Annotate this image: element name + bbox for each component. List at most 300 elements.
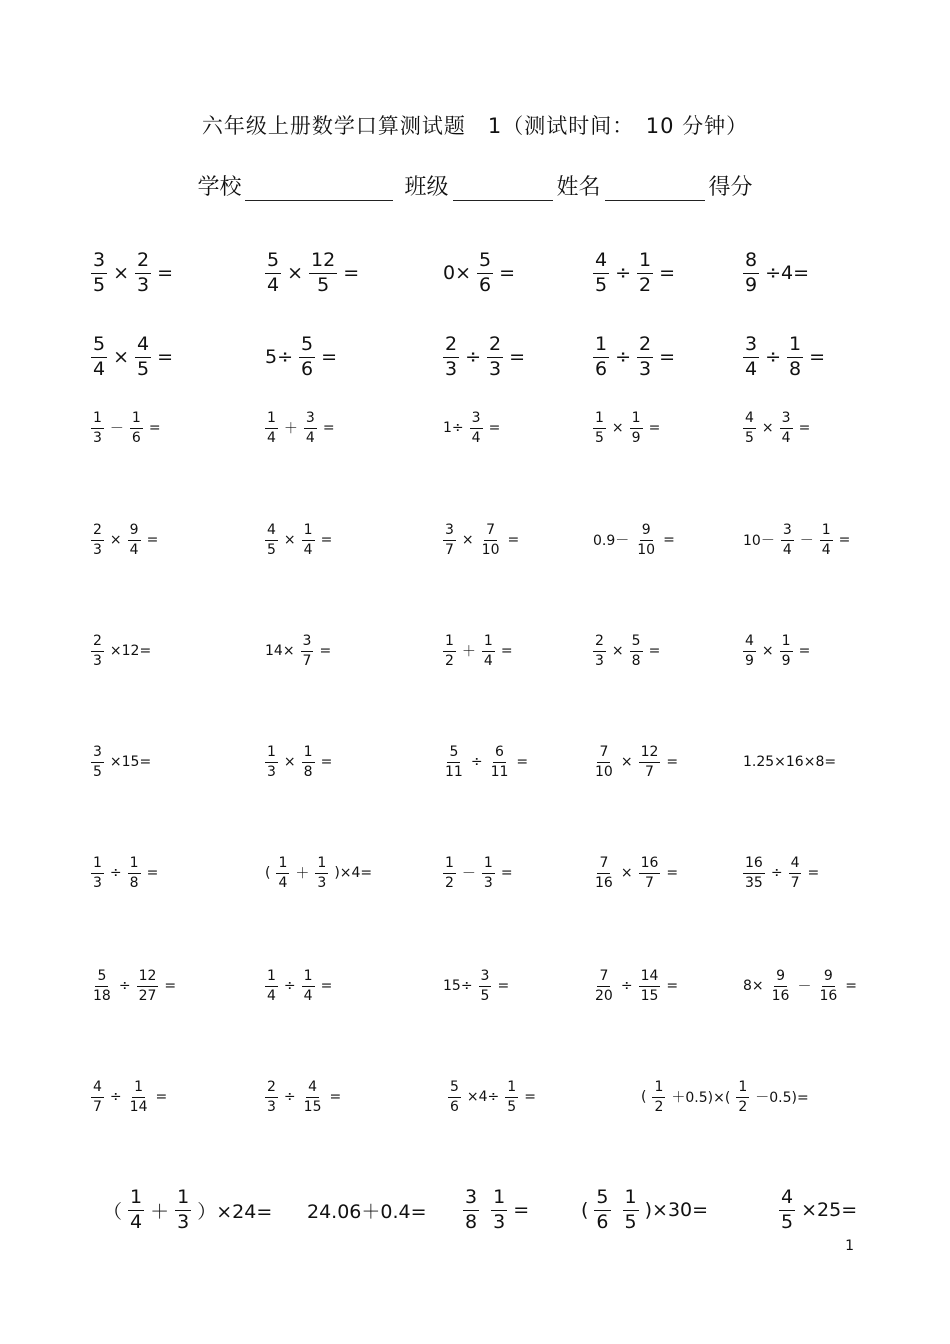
- numerator: 9: [128, 522, 141, 540]
- denominator: 7: [445, 541, 454, 558]
- denominator: 8: [465, 1210, 478, 1233]
- numerator: 5: [477, 250, 493, 274]
- problem-row: [0, 1067, 950, 1127]
- school-blank[interactable]: [245, 178, 393, 201]
- denominator: 15: [303, 1098, 322, 1115]
- operator-text: =: [500, 643, 513, 659]
- problem-item: [262, 956, 335, 1016]
- operator-text: ÷: [118, 978, 131, 994]
- operator-text: ×25=: [801, 1199, 858, 1221]
- fraction: [630, 410, 643, 445]
- operator-text: =: [666, 754, 679, 770]
- fraction: [593, 250, 609, 297]
- numerator: 1: [302, 744, 315, 762]
- operator-text: =: [666, 865, 679, 881]
- operator-text: =: [666, 978, 679, 994]
- operator-text: =: [329, 1089, 342, 1105]
- numerator: 4: [789, 855, 802, 873]
- problem-row: [0, 732, 950, 792]
- operator-text: ÷: [620, 978, 633, 994]
- fraction: [128, 855, 141, 890]
- numerator: 3: [781, 522, 794, 540]
- operator-text: ÷: [615, 346, 632, 368]
- problem-item: [88, 956, 179, 1016]
- numerator: 4: [306, 1079, 319, 1097]
- fraction: [623, 1187, 639, 1234]
- problem-item: [460, 1180, 532, 1240]
- problem-item: [262, 732, 335, 792]
- fraction: [487, 334, 503, 381]
- fraction: [91, 855, 104, 890]
- name-blank[interactable]: [605, 178, 705, 201]
- operator-text: ×: [287, 262, 304, 284]
- operator-text: ×: [620, 754, 633, 770]
- student-info-line: [0, 170, 950, 201]
- denominator: 4: [471, 429, 481, 446]
- numerator: 4: [743, 633, 756, 651]
- denominator: 9: [745, 273, 758, 296]
- operator-text: ÷: [470, 754, 483, 770]
- problem-item: [440, 243, 518, 303]
- operator-text: =: [157, 262, 174, 284]
- operator-text: 1.25×16×8=: [743, 754, 837, 770]
- operator-text: =: [845, 978, 858, 994]
- numerator: 3: [743, 334, 759, 358]
- problem-item: [88, 621, 154, 681]
- fraction: [128, 522, 141, 557]
- problem-item: [638, 1067, 812, 1127]
- numerator: 1: [265, 968, 278, 986]
- fraction: [630, 633, 643, 668]
- fraction: [299, 334, 315, 381]
- operator-text: =: [320, 978, 333, 994]
- fraction: [91, 633, 104, 668]
- operator-text: =: [321, 346, 338, 368]
- operator-text: =: [148, 420, 161, 436]
- denominator: 4: [93, 357, 106, 380]
- operator-text: =: [320, 754, 333, 770]
- fraction: [743, 633, 756, 668]
- class-label: 班级: [404, 175, 449, 200]
- denominator: 14: [129, 1098, 148, 1115]
- numerator: 12: [137, 968, 159, 986]
- problem-item: [440, 732, 531, 792]
- operator-text: =: [500, 865, 513, 881]
- operator-text: =: [807, 865, 820, 881]
- fraction: [443, 633, 456, 668]
- operator-text: =: [507, 532, 520, 548]
- numerator: 12: [639, 744, 661, 762]
- numerator: 5: [265, 250, 281, 274]
- operator-text: （: [103, 1200, 123, 1223]
- fraction: [265, 410, 278, 445]
- numerator: 5: [448, 1079, 461, 1097]
- fraction: [443, 522, 456, 557]
- numerator: 4: [593, 250, 609, 274]
- operator-text: ÷: [765, 346, 782, 368]
- fraction: [820, 522, 833, 557]
- problem-row: [0, 327, 950, 387]
- fraction: [470, 410, 483, 445]
- denominator: 10: [481, 541, 500, 558]
- problem-item: [440, 621, 516, 681]
- problem-item: [262, 243, 362, 303]
- numerator: 14: [639, 968, 661, 986]
- operator-text: ×: [461, 532, 474, 548]
- operator-text: =: [497, 978, 510, 994]
- denominator: 2: [639, 273, 652, 296]
- denominator: 10: [637, 541, 656, 558]
- numerator: 1: [130, 410, 143, 428]
- denominator: 5: [317, 273, 330, 296]
- numerator: 3: [301, 633, 314, 651]
- operator-text: ＋0.5)×(: [671, 1090, 731, 1106]
- denominator: 5: [507, 1098, 517, 1115]
- problem-item: [88, 732, 154, 792]
- numerator: 4: [135, 334, 151, 358]
- denominator: 5: [624, 1210, 637, 1233]
- problem-item: [590, 398, 663, 458]
- denominator: 11: [445, 763, 463, 780]
- fraction: [443, 855, 456, 890]
- numerator: 1: [623, 1187, 639, 1211]
- denominator: 4: [130, 1210, 143, 1233]
- numerator: 1: [128, 855, 141, 873]
- fraction: [309, 250, 337, 297]
- page-title: 六年级上册数学口算测试题 1（测试时间： 10 分钟）: [201, 114, 749, 138]
- denominator: 2: [445, 874, 454, 891]
- fraction: [637, 334, 653, 381]
- fraction: [302, 968, 315, 1003]
- problem-item: [590, 621, 663, 681]
- numerator: 7: [597, 968, 610, 986]
- numerator: 1: [443, 633, 456, 651]
- denominator: 3: [489, 357, 502, 380]
- fraction: [443, 744, 465, 779]
- operator-text: ÷: [283, 1089, 296, 1105]
- numerator: 3: [91, 744, 104, 762]
- fraction: [480, 522, 502, 557]
- fraction: [91, 410, 104, 445]
- operator-text: 0.9－: [593, 533, 630, 549]
- numerator: 1: [132, 1079, 145, 1097]
- fraction: [91, 334, 107, 381]
- fraction: [743, 250, 759, 297]
- fraction: [91, 744, 104, 779]
- numerator: 1: [637, 250, 653, 274]
- operator-text: =: [320, 532, 333, 548]
- problem-item: [740, 843, 822, 903]
- operator-text: －0.5)=: [755, 1090, 809, 1106]
- fraction: [302, 744, 315, 779]
- problem-item: [88, 398, 164, 458]
- operator-text: ＋: [295, 866, 310, 882]
- denominator: 35: [745, 874, 763, 891]
- fraction: [130, 410, 143, 445]
- numerator: 1: [91, 855, 104, 873]
- fraction: [265, 744, 278, 779]
- numerator: 2: [593, 633, 606, 651]
- fraction: [505, 1079, 518, 1114]
- problem-row: [0, 956, 950, 1016]
- operator-text: =: [838, 532, 851, 548]
- denominator: 8: [129, 874, 139, 891]
- operator-text: )×4=: [334, 865, 373, 881]
- numerator: 1: [302, 522, 315, 540]
- fraction: [265, 968, 278, 1003]
- fraction: [276, 855, 289, 890]
- operator-text: =: [524, 1089, 536, 1105]
- numerator: 3: [443, 522, 456, 540]
- numerator: 9: [774, 968, 787, 986]
- denominator: 3: [137, 273, 150, 296]
- denominator: 6: [131, 429, 141, 446]
- numerator: 5: [630, 633, 643, 651]
- fraction: [128, 1187, 144, 1234]
- problem-item: [590, 956, 681, 1016]
- denominator: 4: [303, 541, 313, 558]
- problem-item: [740, 732, 839, 792]
- numerator: 4: [779, 1187, 795, 1211]
- denominator: 3: [445, 357, 458, 380]
- numerator: 1: [302, 968, 315, 986]
- problem-item: [740, 621, 813, 681]
- numerator: 1: [482, 855, 495, 873]
- operator-text: ×: [283, 754, 296, 770]
- fraction: [639, 968, 661, 1003]
- numerator: 9: [822, 968, 835, 986]
- denominator: 8: [789, 357, 802, 380]
- fraction: [265, 522, 278, 557]
- fraction: [780, 633, 793, 668]
- operator-text: (: [641, 1089, 647, 1105]
- fraction: [779, 1187, 795, 1234]
- denominator: 7: [645, 874, 654, 891]
- denominator: 4: [278, 874, 288, 891]
- numerator: 7: [597, 744, 610, 762]
- denominator: 4: [781, 429, 791, 446]
- operator-text: －: [799, 533, 814, 549]
- numerator: 1: [593, 334, 609, 358]
- operator-text: =: [809, 346, 826, 368]
- operator-text: ÷4=: [765, 262, 810, 284]
- denominator: 18: [93, 987, 111, 1004]
- numerator: 2: [91, 633, 104, 651]
- problem-item: [590, 732, 681, 792]
- fraction: [817, 968, 839, 1003]
- denominator: 5: [781, 1210, 794, 1233]
- problem-item: [88, 1067, 170, 1127]
- operator-text: 10－: [743, 533, 775, 549]
- numerator: 2: [487, 334, 503, 358]
- denominator: 5: [137, 357, 150, 380]
- denominator: 2: [738, 1098, 748, 1115]
- denominator: 11: [490, 763, 509, 780]
- operator-text: =: [659, 346, 676, 368]
- problem-item: [590, 510, 678, 570]
- operator-text: )×30=: [644, 1199, 709, 1221]
- fraction: [743, 855, 765, 890]
- denominator: 4: [483, 652, 493, 669]
- operator-text: =: [322, 420, 335, 436]
- denominator: 5: [93, 763, 102, 780]
- page-number: 1: [845, 1238, 854, 1254]
- fraction: [315, 855, 328, 890]
- problem-item: [440, 956, 512, 1016]
- fraction: [639, 855, 661, 890]
- fraction: [593, 633, 606, 668]
- operator-text: －: [461, 866, 476, 882]
- denominator: 2: [654, 1098, 664, 1115]
- operator-text: ×: [611, 643, 624, 659]
- denominator: 4: [745, 357, 758, 380]
- operator-text: =: [146, 532, 159, 548]
- denominator: 4: [821, 541, 831, 558]
- denominator: 4: [267, 273, 280, 296]
- fraction: [743, 410, 756, 445]
- fraction: [128, 1079, 150, 1114]
- fraction: [91, 522, 104, 557]
- operator-text: 0×: [443, 262, 472, 284]
- operator-text: 15÷: [443, 978, 473, 994]
- denominator: 6: [596, 1210, 609, 1233]
- denominator: 20: [595, 987, 613, 1004]
- operator-text: ×12=: [109, 643, 152, 659]
- operator-text: ×: [109, 532, 122, 548]
- fraction: [482, 855, 495, 890]
- denominator: 3: [267, 763, 276, 780]
- denominator: 3: [483, 874, 493, 891]
- numerator: 1: [276, 855, 289, 873]
- numerator: 4: [743, 410, 756, 428]
- numerator: 12: [309, 250, 337, 274]
- numerator: 2: [91, 522, 104, 540]
- denominator: 3: [267, 1098, 276, 1115]
- problem-item: [88, 327, 176, 387]
- problem-row: [0, 843, 950, 903]
- operator-text: ÷: [109, 1089, 122, 1105]
- fraction: [770, 968, 792, 1003]
- fraction: [736, 1079, 749, 1114]
- numerator: 4: [265, 522, 278, 540]
- numerator: 2: [265, 1079, 278, 1097]
- operator-text: =: [146, 865, 159, 881]
- operator-text: ×: [761, 643, 774, 659]
- operator-text: ÷: [109, 865, 122, 881]
- problem-item: [262, 510, 335, 570]
- problem-item: [740, 327, 828, 387]
- problem-item: [440, 510, 522, 570]
- numerator: 1: [128, 1187, 144, 1211]
- denominator: 3: [595, 652, 604, 669]
- problem-item: [445, 1067, 539, 1127]
- denominator: 7: [93, 1098, 102, 1115]
- operator-text: ÷: [615, 262, 632, 284]
- denominator: 3: [93, 874, 102, 891]
- denominator: 15: [640, 987, 659, 1004]
- fraction: [265, 1079, 278, 1114]
- numerator: 1: [593, 410, 606, 428]
- problem-item: [262, 843, 375, 903]
- denominator: 9: [631, 429, 641, 446]
- fraction: [593, 855, 615, 890]
- operator-text: 1÷: [443, 420, 464, 436]
- operator-text: ＋: [150, 1200, 170, 1223]
- denominator: 6: [595, 357, 608, 380]
- numerator: 7: [484, 522, 497, 540]
- operator-text: 14×: [265, 643, 295, 659]
- fraction: [463, 1187, 479, 1234]
- numerator: 1: [820, 522, 833, 540]
- fraction: [652, 1079, 665, 1114]
- numerator: 2: [135, 250, 151, 274]
- numerator: 1: [505, 1079, 518, 1097]
- numerator: 6: [493, 744, 506, 762]
- numerator: 9: [640, 522, 653, 540]
- denominator: 5: [93, 273, 106, 296]
- numerator: 1: [482, 633, 495, 651]
- numerator: 7: [597, 855, 610, 873]
- problem-item: [590, 843, 681, 903]
- problem-item: [88, 510, 161, 570]
- operator-text: =: [155, 1089, 168, 1105]
- denominator: 16: [771, 987, 790, 1004]
- fraction: [91, 1079, 104, 1114]
- operator-text: =: [157, 346, 174, 368]
- operator-text: =: [343, 262, 360, 284]
- denominator: 16: [819, 987, 838, 1004]
- numerator: 1: [175, 1187, 191, 1211]
- operator-text: －: [797, 979, 812, 995]
- problem-item: [262, 1067, 344, 1127]
- numerator: 3: [304, 410, 317, 428]
- fraction: [479, 968, 492, 1003]
- denominator: 4: [267, 987, 276, 1004]
- numerator: 3: [91, 250, 107, 274]
- denominator: 5: [595, 273, 608, 296]
- operator-text: ×4÷: [466, 1089, 500, 1105]
- problem-item: [590, 327, 678, 387]
- fraction: [135, 334, 151, 381]
- problem-row: [0, 621, 950, 681]
- numerator: 1: [652, 1079, 665, 1097]
- denominator: 4: [267, 429, 276, 446]
- operator-text: ×: [113, 346, 130, 368]
- class-blank[interactable]: [453, 178, 553, 201]
- problem-item: [262, 621, 334, 681]
- fraction: [789, 855, 802, 890]
- denominator: 3: [639, 357, 652, 380]
- numerator: 16: [743, 855, 765, 873]
- numerator: 3: [780, 410, 793, 428]
- denominator: 8: [631, 652, 641, 669]
- operator-text: －: [109, 421, 124, 437]
- fraction: [91, 250, 107, 297]
- denominator: 3: [493, 1210, 506, 1233]
- problem-item: [262, 398, 338, 458]
- numerator: 1: [443, 855, 456, 873]
- problem-item: [304, 1180, 430, 1240]
- denominator: 7: [645, 763, 654, 780]
- fraction: [135, 250, 151, 297]
- problem-item: [262, 327, 340, 387]
- fraction: [593, 968, 615, 1003]
- fraction: [137, 968, 159, 1003]
- fraction: [482, 633, 495, 668]
- fraction: [743, 334, 759, 381]
- problem-item: [100, 1180, 275, 1240]
- operator-text: ×: [283, 532, 296, 548]
